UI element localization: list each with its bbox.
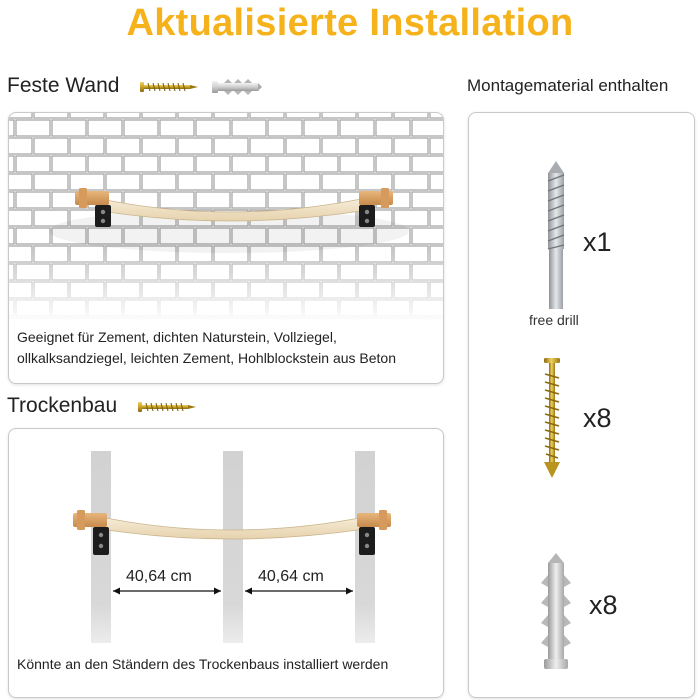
materials-heading: Montagematerial enthalten [467,76,669,95]
drill-bit-icon [545,161,567,311]
screw-icon [138,400,200,414]
stud-spacing-right: 40,64 cm [258,568,324,585]
drywall-panel [8,428,444,698]
solid-wall-panel [8,112,444,384]
drywall-description: Könnte an den Ständern des Trockenbaus installiert werden [17,656,389,672]
drywall-stud [223,451,243,643]
solid-wall-description-line1: Geeignet für Zement, dichten Naturstein, Vollziegel, [17,329,337,345]
solid-wall-description-line2: ollkalksandziegel, leichten Zement, Hohlblockstein aus Beton [17,350,396,366]
solid-wall-heading: Feste Wand [7,74,120,97]
drywall-heading: Trockenbau [7,394,118,417]
drill-caption: free drill [529,312,579,328]
page-title: Aktualisierte Installation [126,2,574,44]
wall-anchor-icon [212,78,262,96]
anchor-quantity: x8 [589,590,618,620]
wall-anchor-icon [539,553,573,673]
screw-quantity: x8 [583,403,612,433]
brick-wall-illustration [9,113,443,323]
screw-icon [541,358,567,478]
screw-icon [140,80,202,94]
stud-spacing-left: 40,64 cm [126,568,192,585]
materials-panel [468,112,695,698]
drill-quantity: x1 [583,227,612,257]
